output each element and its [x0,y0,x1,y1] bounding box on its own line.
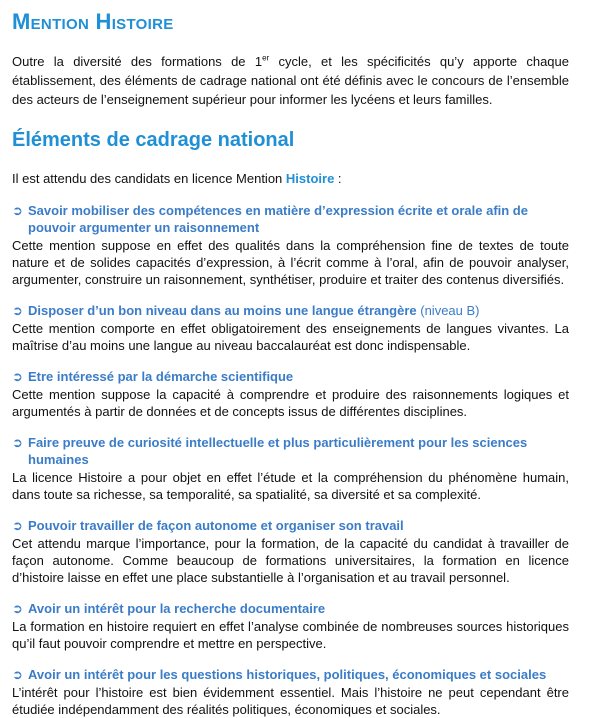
intro-text-start: Outre la diversité des formations de 1 [12,54,263,69]
criterion-body: La formation en histoire requiert en effet l’analyse combinée de nombreuses sources historiques qu’il faut pouvoir comprendre et mettre en perspective. [12,619,569,651]
criterion-item [12,666,569,718]
criterion-item [12,600,569,652]
criterion-heading [12,434,569,468]
criterion-title: Avoir un intérêt pour la recherche documentaire [28,601,326,616]
criterion-item [12,202,569,288]
criterion-title: Disposer d’un bon niveau dans au moins une langue étrangère [28,303,417,318]
intro-text-end: cycle, et les spécificités qu’y apporte chaque établissement, des éléments de cadrage national ont été définis avec le concours de l’ensemble des acteurs de l’enseignement supérieur pour informer les lycéens et leurs familles. [12,54,569,107]
section-title: Éléments de cadrage national [12,129,295,151]
criterion-title-suffix: (niveau B) [416,303,480,318]
criteria-list [12,202,569,718]
criterion-heading [12,202,569,236]
criterion-body: La licence Histoire a pour objet en effet l’étude et la compréhension du phénomène humain, dans toute sa richesse, sa temporalité, sa spatialité, sa diversité et sa complexité. [12,470,569,502]
intro-superscript: er [262,53,270,63]
criterion-body: Cette mention suppose la capacité à comprendre et produire des raisonnements logiques et argumentés à partir de données et de concepts issus de différentes disciplines. [12,387,569,419]
arrow-icon: ➲ [12,435,23,450]
lead-highlight: Histoire [285,171,335,186]
arrow-icon: ➲ [12,518,23,533]
arrow-icon: ➲ [12,303,23,318]
criterion-heading [12,302,569,319]
criterion-title-wrap [28,302,569,319]
arrow-icon: ➲ [12,369,23,384]
intro-paragraph [12,52,569,109]
criterion-title-wrap [28,666,569,683]
criterion-title-wrap [28,434,569,468]
criterion-title-wrap [28,368,569,385]
arrow-icon: ➲ [12,203,23,218]
criterion-title-wrap [28,600,569,617]
criterion-body: L’intérêt pour l’histoire est bien évidemment essentiel. Mais l’histoire ne peut cependant être étudiée indépendamment des réalités politiques, économiques et sociales. [12,685,569,717]
criterion-title: Etre intéressé par la démarche scientifique [28,369,294,384]
criterion-heading [12,666,569,683]
criterion-body: Cette mention suppose en effet des qualités dans la compréhension fine de textes de toute nature et de solides capacités d’expression, à l’écrit comme à l’oral, afin de pouvoir analyser, argumenter, construire un raisonnement, synthétiser, produire et traiter des contenus diversifiés. [12,238,569,287]
criterion-heading [12,600,569,617]
criterion-item [12,434,569,503]
criterion-title: Savoir mobiliser des compétences en matière d’expression écrite et orale afin de pouvoir argumenter un raisonnement [28,203,528,235]
criterion-item [12,302,569,354]
arrow-icon: ➲ [12,601,23,616]
criterion-title-wrap [28,517,569,534]
criterion-body: Cet attendu marque l’importance, pour la formation, de la capacité du candidat à travailler de façon autonome. Comme beaucoup de formations universitaires, la formation en licence d’histoire laisse en effet une place substantielle à l’organisation et au travail personnel. [12,536,569,585]
criterion-title-wrap [28,202,569,236]
criterion-heading [12,517,569,534]
lead-end: : [334,171,342,186]
lead-paragraph [12,169,569,188]
criterion-heading [12,368,569,385]
criterion-title: Faire preuve de curiosité intellectuelle et plus particulièrement pour les sciences humaines [28,435,528,467]
lead-text: Il est attendu des candidats en licence Mention [12,171,286,186]
criterion-item [12,368,569,420]
criterion-body: Cette mention comporte en effet obligatoirement des enseignements de langues vivantes. La maîtrise d’au moins une langue au niveau baccalauréat est donc indispensable. [12,321,569,353]
criterion-item [12,517,569,586]
arrow-icon: ➲ [12,667,23,682]
criterion-title: Pouvoir travailler de façon autonome et organiser son travail [28,518,404,533]
page-title: Mention Histoire [12,9,174,34]
criterion-title: Avoir un intérêt pour les questions historiques, politiques, économiques et sociales [28,667,547,682]
